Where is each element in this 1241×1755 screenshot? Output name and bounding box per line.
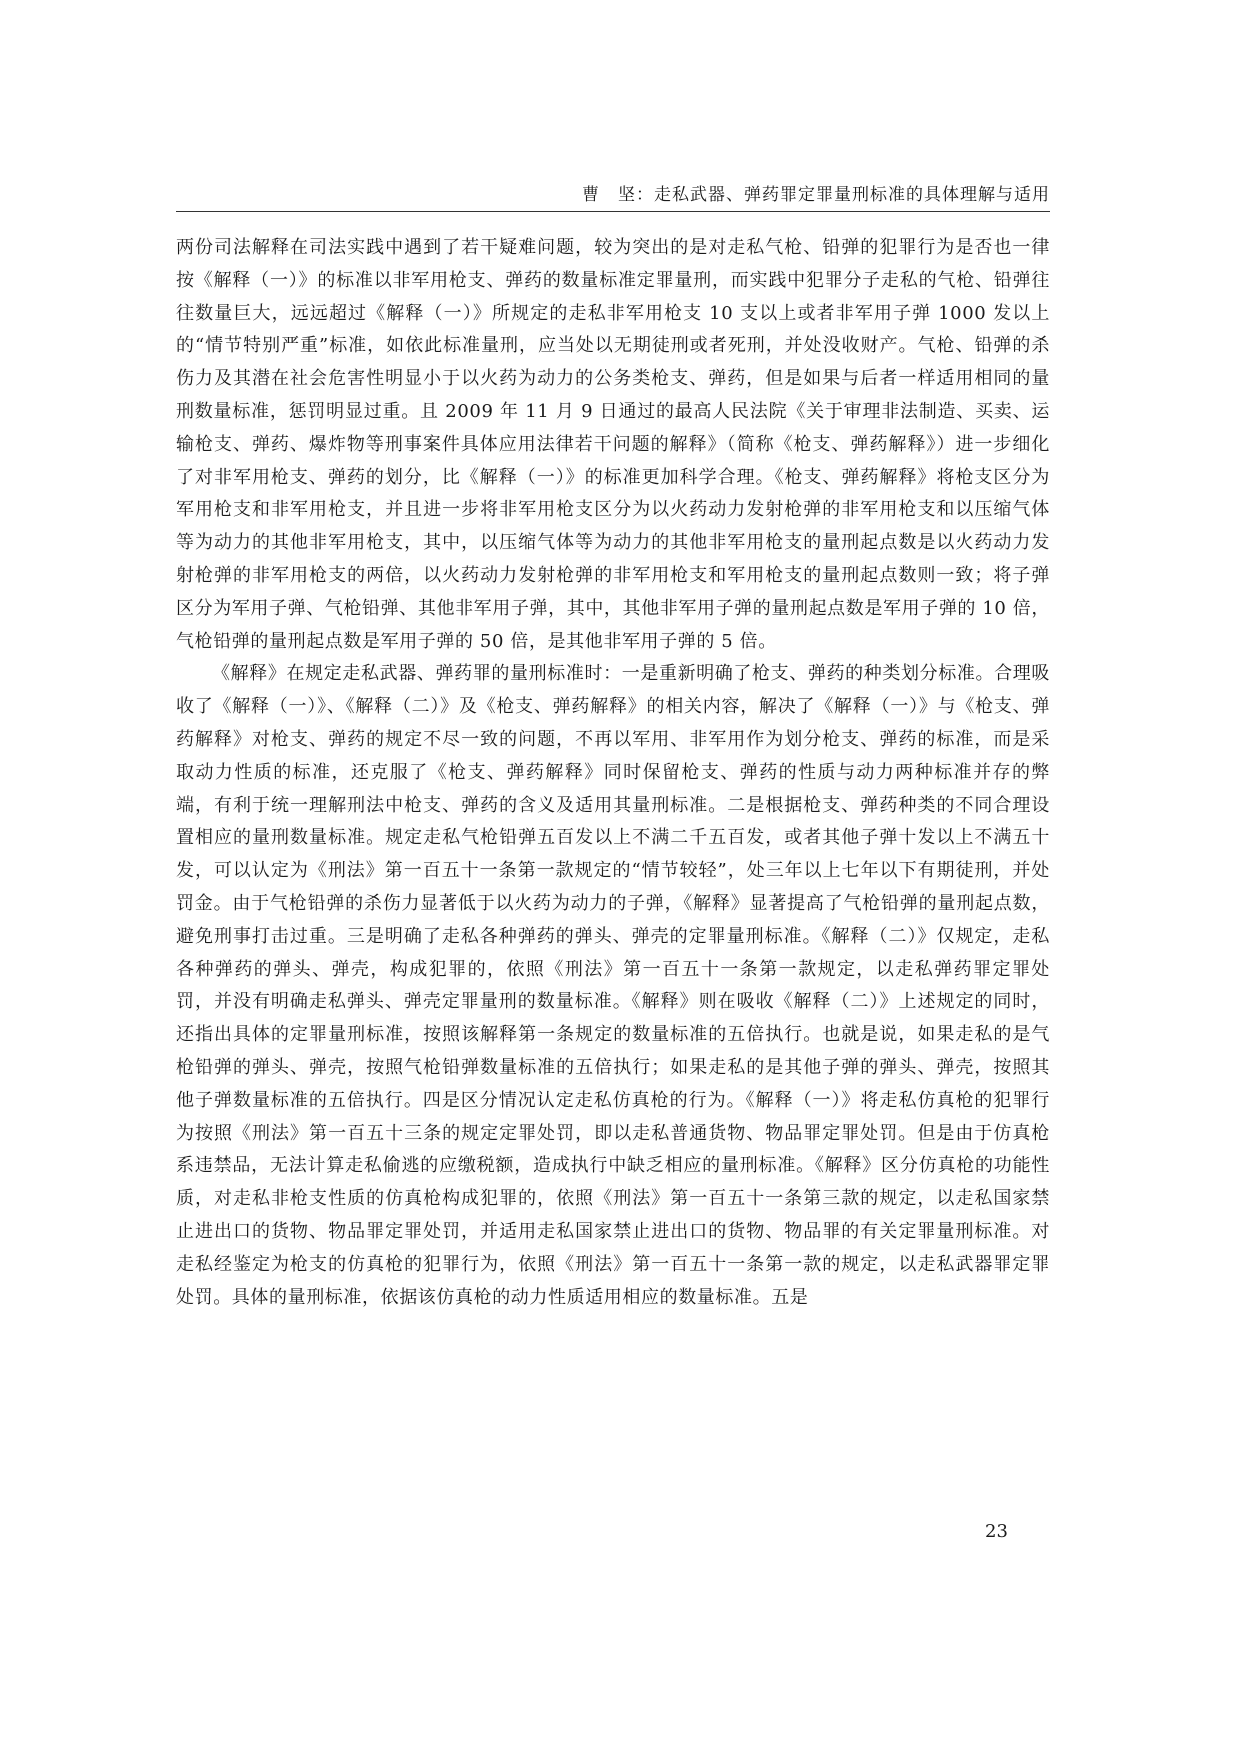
page-number: 23: [985, 1521, 1008, 1542]
header-rule: [176, 211, 1050, 212]
article-body: [176, 232, 1050, 1314]
paragraph-2: 《解释》在规定走私武器、弹药罪的量刑标准时：一是重新明确了枪支、弹药的种类划分标准。合理吸收了《解释（一）》、《解释（二）》及《枪支、弹药解释》的相关内容，解决了《解释（一）》与《枪支、弹药解释》对枪支、弹药的规定不尽一致的问题，不再以军用、非军用作为划分枪支、弹药的标准，而是采取动力性质的标准，还克服了《枪支、弹药解释》同时保留枪支、弹药的性质与动力两种标准并存的弊端，有利于统一理解刑法中枪支、弹药的含义及适用其量刑标准。二是根据枪支、弹药种类的不同合理设置相应的量刑数量标准。规定走私气枪铅弹五百发以上不满二千五百发，或者其他子弹十发以上不满五十发，可以认定为《刑法》第一百五十一条第一款规定的“情节较轻”，处三年以上七年以下有期徒刑，并处罚金。由于气枪铅弹的杀伤力显著低于以火药为动力的子弹，《解释》显著提高了气枪铅弹的量刑起点数，避免刑事打击过重。三是明确了走私各种弹药的弹头、弹壳的定罪量刑标准。《解释（二）》仅规定，走私各种弹药的弹头、弹壳，构成犯罪的，依照《刑法》第一百五十一条第一款规定，以走私弹药罪定罪处罚，并没有明确走私弹头、弹壳定罪量刑的数量标准。《解释》则在吸收《解释（二）》上述规定的同时，还指出具体的定罪量刑标准，按照该解释第一条规定的数量标准的五倍执行。也就是说，如果走私的是气枪铅弹的弹头、弹壳，按照气枪铅弹数量标准的五倍执行；如果走私的是其他子弹的弹头、弹壳，按照其他子弹数量标准的五倍执行。四是区分情况认定走私仿真枪的行为。《解释（一）》将走私仿真枪的犯罪行为按照《刑法》第一百五十三条的规定定罪处罚，即以走私普通货物、物品罪定罪处罚。但是由于仿真枪系违禁品，无法计算走私偷逃的应缴税额，造成执行中缺乏相应的量刑标准。《解释》区分仿真枪的功能性质，对走私非枪支性质的仿真枪构成犯罪的，依照《刑法》第一百五十一条第三款的规定，以走私国家禁止进出口的货物、物品罪定罪处罚，并适用走私国家禁止进出口的货物、物品罪的有关定罪量刑标准。对走私经鉴定为枪支的仿真枪的犯罪行为，依照《刑法》第一百五十一条第一款的规定，以走私武器罪定罪处罚。具体的量刑标准，依据该仿真枪的动力性质适用相应的数量标准。五是: [176, 663, 1050, 1308]
running-header: 曹 坚：走私武器、弹药罪定罪量刑标准的具体理解与适用: [582, 185, 1050, 205]
paragraph-1: 两份司法解释在司法实践中遇到了若干疑难问题，较为突出的是对走私气枪、铅弹的犯罪行为是否也一律按《解释（一）》的标准以非军用枪支、弹药的数量标准定罪量刑，而实践中犯罪分子走私的气枪、铅弹往往数量巨大，远远超过《解释（一）》所规定的走私非军用枪支 10 支以上或者非军用子弹 1000 发以上的“情节特别严重”标准，如依此标准量刑，应当处以无期徒刑或者死刑，并处没收财产。气枪、铅弹的杀伤力及其潜在社会危害性明显小于以火药为动力的公务类枪支、弹药，但是如果与后者一样适用相同的量刑数量标准，惩罚明显过重。且 2009 年 11 月 9 日通过的最高人民法院《关于审理非法制造、买卖、运输枪支、弹药、爆炸物等刑事案件具体应用法律若干问题的解释》（简称《枪支、弹药解释》）进一步细化了对非军用枪支、弹药的划分，比《解释（一）》的标准更加科学合理。《枪支、弹药解释》将枪支区分为军用枪支和非军用枪支，并且进一步将非军用枪支区分为以火药动力发射枪弹的非军用枪支和以压缩气体等为动力的其他非军用枪支，其中，以压缩气体等为动力的其他非军用枪支的量刑起点数是以火药动力发射枪弹的非军用枪支的两倍，以火药动力发射枪弹的非军用枪支和军用枪支的量刑起点数则一致；将子弹区分为军用子弹、气枪铅弹、其他非军用子弹，其中，其他非军用子弹的量刑起点数是军用子弹的 10 倍，气枪铅弹的量刑起点数是军用子弹的 50 倍，是其他非军用子弹的 5 倍。: [176, 237, 1050, 652]
